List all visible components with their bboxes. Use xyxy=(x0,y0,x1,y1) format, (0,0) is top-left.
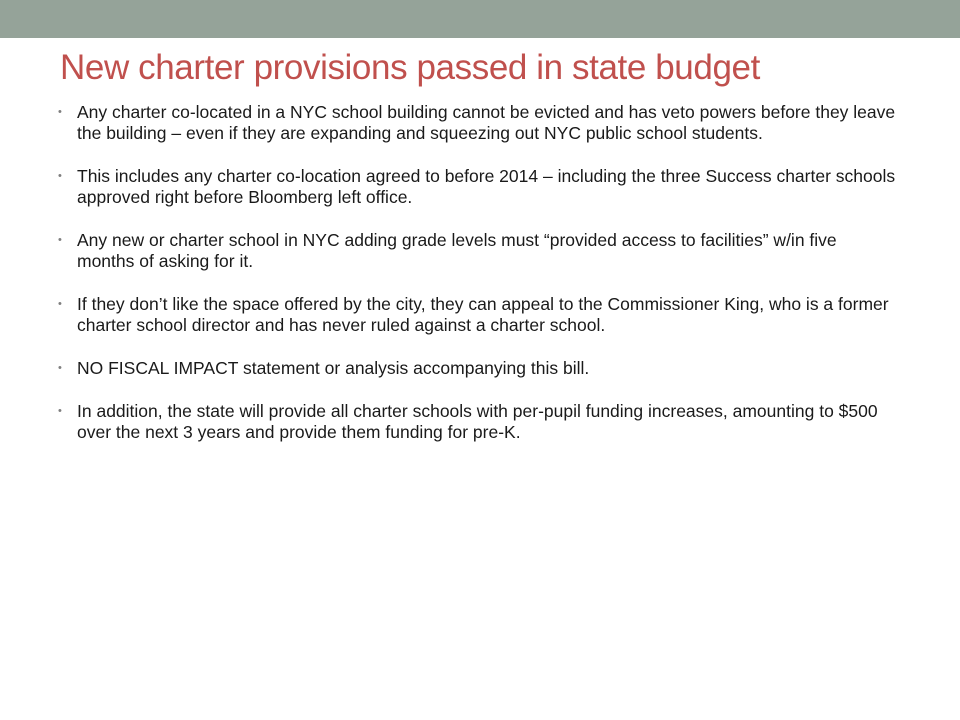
bullet-point-icon: • xyxy=(58,405,62,417)
top-accent-bar xyxy=(0,0,960,38)
bullet-item xyxy=(58,230,898,272)
bullet-text: Any new or charter school in NYC adding grade levels must “provided access to facilities” w/in five months of asking for it. xyxy=(77,230,837,271)
bullet-text: Any charter co-located in a NYC school building cannot be evicted and has veto powers before they leave the building – even if they are expanding and squeezing out NYC public school students. xyxy=(77,102,896,143)
bullet-item xyxy=(58,102,898,144)
bullet-point-icon: • xyxy=(58,234,62,246)
bullet-text: In addition, the state will provide all charter schools with per-pupil funding increases, amounting to $500 over the next 3 years and provide them funding for pre-K. xyxy=(77,401,878,442)
bullet-text: NO FISCAL IMPACT statement or analysis accompanying this bill. xyxy=(77,358,590,378)
bullet-text: If they don’t like the space offered by the city, they can appeal to the Commissioner King, who is a former charter school director and has never ruled against a charter school. xyxy=(77,294,889,335)
bullet-text: This includes any charter co-location agreed to before 2014 – including the three Success charter schools approved right before Bloomberg left office. xyxy=(77,166,896,207)
bullet-list xyxy=(58,102,898,443)
bullet-point-icon: • xyxy=(58,106,62,118)
bullet-item xyxy=(58,166,898,208)
bullet-point-icon: • xyxy=(58,170,62,182)
bullet-point-icon: • xyxy=(58,298,62,310)
slide-title: New charter provisions passed in state budget xyxy=(60,48,760,87)
bullet-item xyxy=(58,401,898,443)
bullet-item xyxy=(58,294,898,336)
bullet-item xyxy=(58,358,898,379)
bullet-point-icon: • xyxy=(58,362,62,374)
